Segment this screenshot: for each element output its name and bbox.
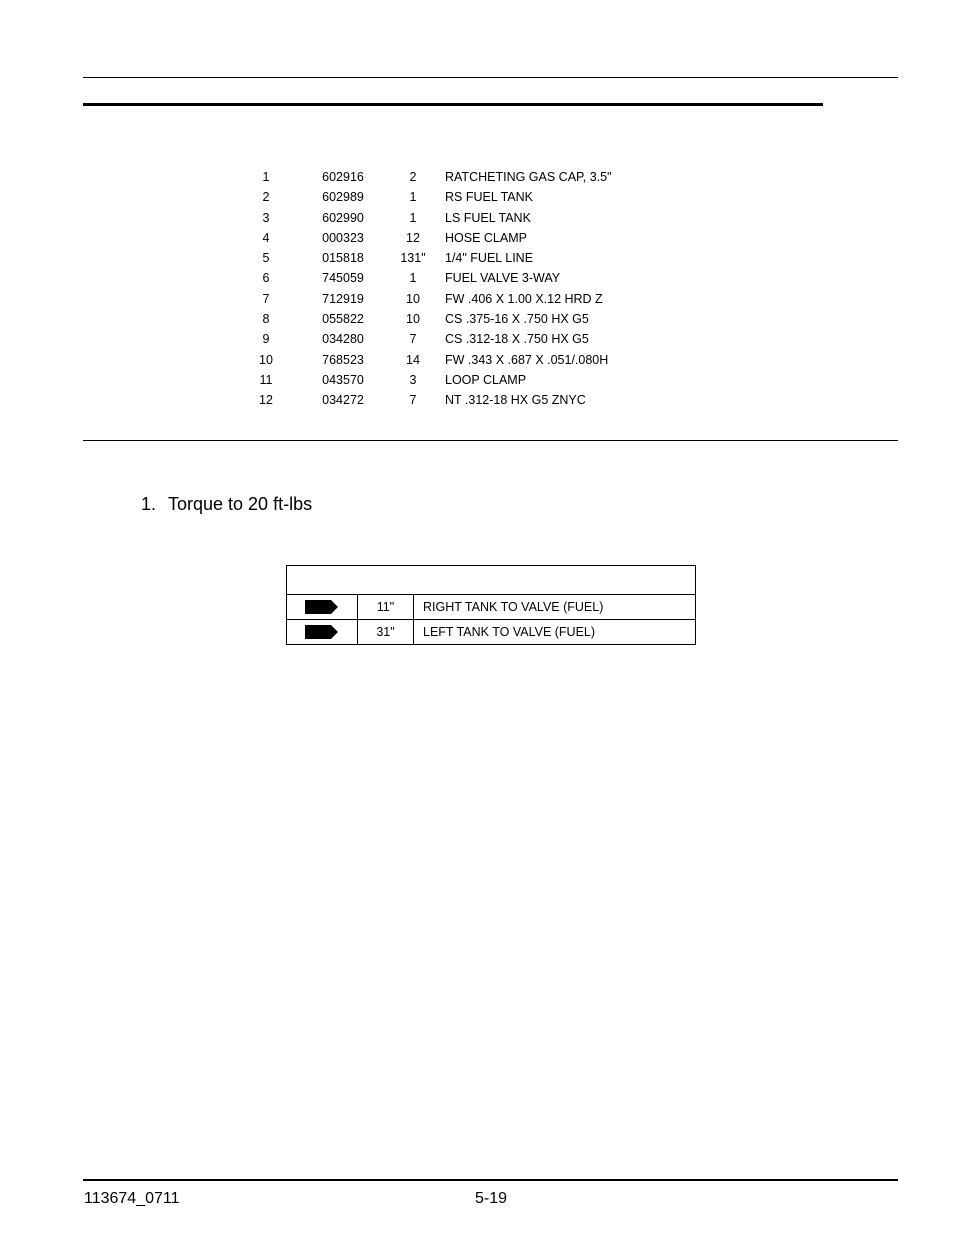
part-number: 000323 bbox=[322, 230, 364, 245]
hose-table-header bbox=[287, 566, 695, 595]
parts-row bbox=[245, 370, 665, 390]
part-number: 034280 bbox=[322, 332, 364, 347]
description: LS FUEL TANK bbox=[445, 210, 531, 225]
parts-list bbox=[245, 167, 665, 411]
part-number: 602990 bbox=[322, 210, 364, 225]
quantity: 1 bbox=[409, 210, 417, 225]
item-number: 3 bbox=[262, 210, 270, 225]
item-number: 12 bbox=[259, 393, 273, 408]
parts-row bbox=[245, 329, 665, 349]
hose-row bbox=[287, 595, 695, 619]
part-number: 768523 bbox=[322, 352, 364, 367]
item-number: 6 bbox=[262, 271, 270, 286]
parts-row bbox=[245, 187, 665, 207]
parts-row bbox=[245, 309, 665, 329]
quantity: 2 bbox=[409, 170, 417, 184]
parts-row bbox=[245, 208, 665, 228]
item-number: 10 bbox=[259, 352, 273, 367]
item-number: 7 bbox=[262, 291, 270, 306]
description: FW .406 X 1.00 X.12 HRD Z bbox=[445, 291, 603, 306]
part-number: 745059 bbox=[322, 271, 364, 286]
quantity: 1 bbox=[409, 190, 417, 205]
page-number: 5-19 bbox=[475, 1190, 508, 1207]
part-number: 015818 bbox=[322, 251, 364, 266]
item-number: 5 bbox=[262, 251, 270, 266]
top-divider bbox=[83, 77, 898, 78]
parts-row bbox=[245, 268, 665, 288]
part-number: 602916 bbox=[322, 170, 364, 184]
hose-length: 31" bbox=[358, 620, 414, 644]
quantity: 14 bbox=[406, 352, 420, 367]
parts-row bbox=[245, 390, 665, 410]
description: FW .343 X .687 X .051/.080H bbox=[445, 352, 609, 367]
footer-divider bbox=[83, 1179, 898, 1181]
item-number: 4 bbox=[262, 230, 270, 245]
hose-description: RIGHT TANK TO VALVE (FUEL) bbox=[423, 600, 604, 614]
description: RS FUEL TANK bbox=[445, 190, 533, 205]
section-divider bbox=[83, 440, 898, 441]
item-number: 11 bbox=[259, 372, 273, 387]
item-number: 1 bbox=[262, 170, 270, 184]
part-number: 602989 bbox=[322, 190, 364, 205]
description: HOSE CLAMP bbox=[445, 230, 527, 245]
quantity: 7 bbox=[409, 332, 417, 347]
document-number: 113674_0711 bbox=[84, 1190, 180, 1207]
description: CS .375-16 X .750 HX G5 bbox=[445, 312, 589, 327]
parts-row bbox=[245, 167, 665, 187]
description: CS .312-18 X .750 HX G5 bbox=[445, 332, 589, 347]
quantity: 10 bbox=[406, 312, 420, 327]
hose-row bbox=[287, 619, 695, 644]
quantity: 12 bbox=[406, 230, 420, 245]
item-number: 9 bbox=[262, 332, 270, 347]
quantity: 10 bbox=[406, 291, 420, 306]
quantity: 7 bbox=[409, 393, 417, 408]
item-number: 2 bbox=[262, 190, 270, 205]
description: FUEL VALVE 3-WAY bbox=[445, 271, 561, 286]
description: LOOP CLAMP bbox=[445, 372, 527, 387]
description: RATCHETING GAS CAP, 3.5" bbox=[445, 170, 612, 184]
description: 1/4" FUEL LINE bbox=[445, 251, 534, 266]
parts-row bbox=[245, 248, 665, 268]
part-number: 712919 bbox=[322, 291, 364, 306]
part-number: 043570 bbox=[322, 372, 364, 387]
note-text: Torque to 20 ft-lbs bbox=[168, 494, 313, 514]
arrow-tag-icon bbox=[287, 620, 358, 644]
hose-length: 11" bbox=[358, 595, 414, 619]
part-number: 055822 bbox=[322, 312, 364, 327]
parts-row bbox=[245, 350, 665, 370]
title-underline bbox=[83, 103, 823, 106]
quantity: 1 bbox=[409, 271, 417, 286]
quantity: 3 bbox=[409, 372, 417, 387]
parts-row bbox=[245, 289, 665, 309]
part-number: 034272 bbox=[322, 393, 364, 408]
arrow-tag-icon bbox=[287, 595, 358, 619]
quantity: 131" bbox=[400, 251, 426, 266]
note-number: 1. bbox=[141, 494, 157, 514]
description: NT .312-18 HX G5 ZNYC bbox=[445, 393, 586, 408]
hose-description: LEFT TANK TO VALVE (FUEL) bbox=[423, 625, 596, 639]
item-number: 8 bbox=[262, 312, 270, 327]
hose-table bbox=[286, 565, 696, 645]
parts-row bbox=[245, 228, 665, 248]
note-item bbox=[141, 493, 312, 515]
